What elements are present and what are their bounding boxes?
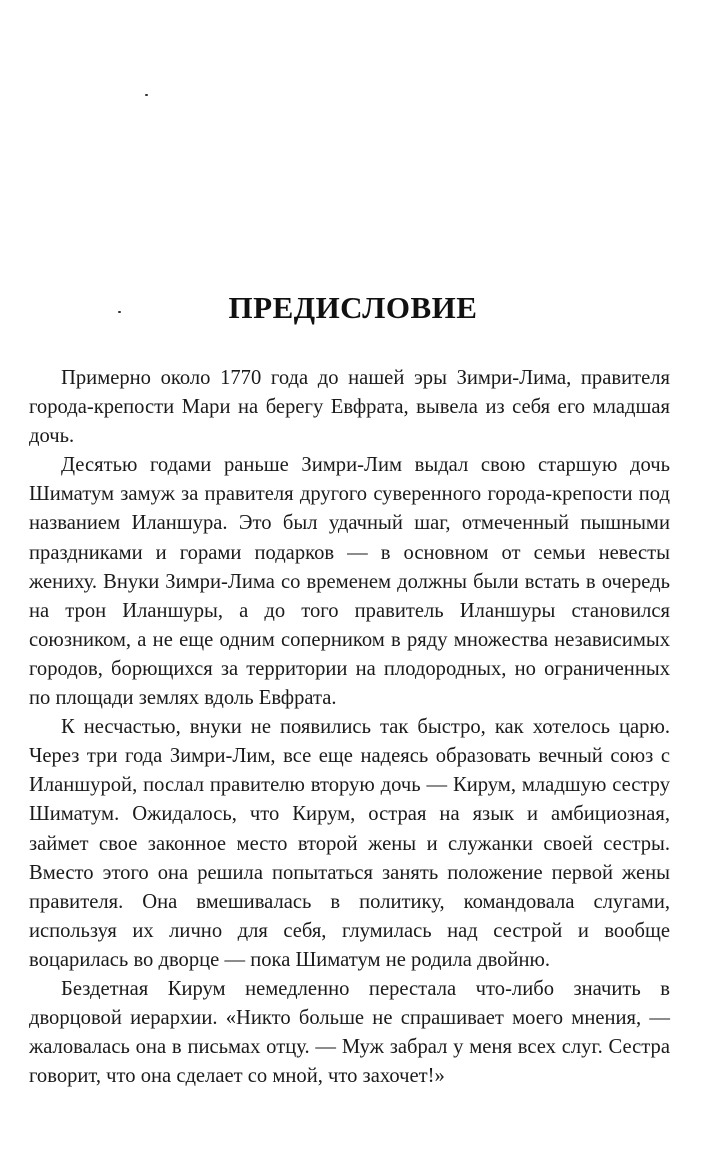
paragraph-4: Бездетная Кирум немедленно перестала что-либо значить в дворцовой иерархии. «Никто больше не спрашивает моего мнения, — жаловалась она в письмах отцу. — Муж забрал у меня всех слуг. Сестра говорит, что она сделает со мной, что захочет!» [29, 977, 670, 1088]
paragraph-3: К несчастью, внуки не появились так быстро, как хотелось царю. Через три года Зимри-Лим, все еще надеясь образовать вечный союз с Иланшурой, послал правителю вторую дочь — Кирум, младшую сестру Шиматум. Ожидалось, что Кирум, острая на язык и амбициозная, займет свое законное место второй жены и служанки своей сестры. Вместо этого она решила попытаться занять положение первой жены правителя. Она вмешивалась в политику, командовала слугами, используя их лично для себя, глумилась над сестрой и вообще воцарилась во дворце — пока Шиматум не родила двойню. [29, 716, 670, 971]
paragraph-2: Десятью годами раньше Зимри-Лим выдал свою старшую дочь Шиматум замуж за правителя другого суверенного города-крепости под названием Иланшура. Это был удачный шаг, отмеченный пышными праздниками и горами подарков — в основном от семьи невесты жениху. Внуки Зимри-Лима со временем должны были встать в очередь на трон Иланшуры, а до того правитель Иланшуры становился союзником, а не еще одним соперником в ряду множества независимых городов, борющихся за территории на плодородных, но ограниченных по площади землях вдоль Евфрата. [29, 454, 670, 710]
paragraph-1: Примерно около 1770 года до нашей эры Зимри-Лима, правителя города-крепости Мари на берегу Евфрата, вывела из себя его младшая дочь. [29, 367, 670, 448]
body-text [29, 364, 670, 1091]
print-speck [145, 94, 148, 96]
chapter-title: ПРЕДИСЛОВИЕ [228, 290, 478, 325]
